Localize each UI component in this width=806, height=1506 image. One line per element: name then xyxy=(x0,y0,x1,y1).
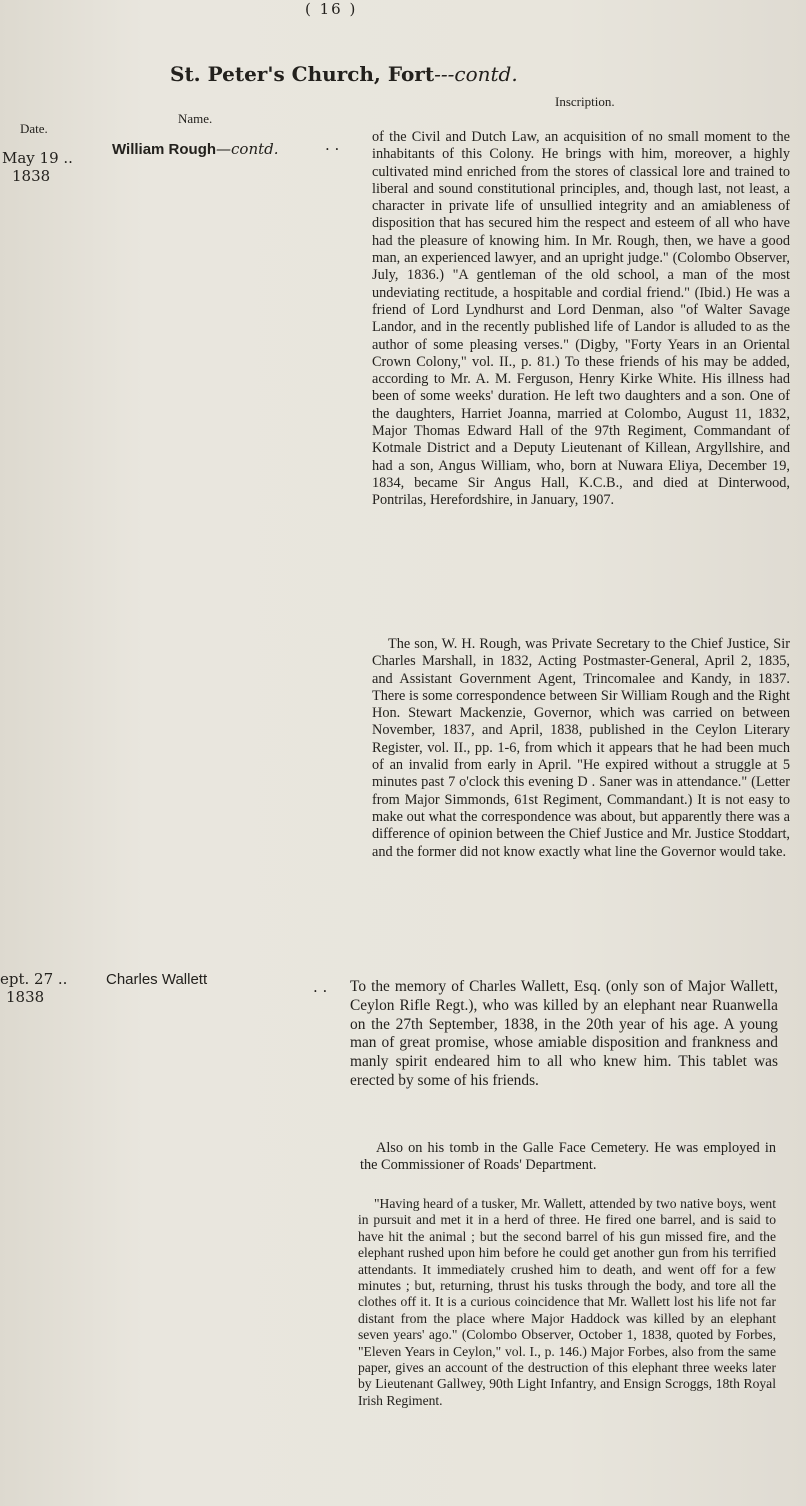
inscription-text: "Having heard of a tusker, Mr. Wallett, attended by two native boys, went in pursuit and met it in a herd of three. He fired one barrel, and is said to have hit the animal ; but the second barrel of his gun missed fire, and the elephant rushed upon him before he could get another gun from his terrified attendants. It immediately crushed him to death, and went off for a few minutes ; but, returning, thrust his tusks through the body, and tore all the clothes off it. It is a curious coincidence that Mr. Wallett lost his life not far distant from the place where Major Haddock was killed by an elephant seven years' ago." (Colombo Observer, October 1, 1838, quoted by Forbes, "Eleven Years in Ceylon," vol. I., p. 146.) Major Forbes, also from the same paper, gives an account of the destruction of this elephant three weeks later by Lieutenant Gallwey, 90th Light Infantry, and Ensign Scroggs, 18th Royal Irish Regiment. xyxy=(358,1196,776,1408)
column-header-name: Name. xyxy=(178,111,213,126)
inscription-paragraph xyxy=(360,1140,776,1174)
inscription-text: Also on his tomb in the Galle Face Cemetery. He was employed in the Commissioner of Roads' Department. xyxy=(360,1140,776,1174)
entry-date-line1: May 19 .. xyxy=(2,149,73,167)
heading-contd: ---contd. xyxy=(434,62,518,86)
entry-name xyxy=(112,140,279,158)
leader-dots: . . xyxy=(313,978,328,996)
page-heading xyxy=(170,62,518,86)
heading-main: St. Peter's Church, Fort xyxy=(170,62,435,86)
inscription-text: To the memory of Charles Wallett, Esq. (only son of Major Wallett, Ceylon Rifle Regt.), who was killed by an elephant near Ruanwella on the 27th September, 1838, in the 20th year of his age. A young man of great promise, whose amiable disposition and frankness and manly spirit endeared him to all who knew him. This tablet was erected by some of his friends. xyxy=(350,978,778,1089)
page-number: ( 16 ) xyxy=(305,0,358,18)
inscription-paragraph xyxy=(372,129,790,510)
inscription-paragraph xyxy=(358,1196,776,1409)
inscription-paragraph xyxy=(372,636,790,861)
column-header-inscription: Inscription. xyxy=(555,94,615,109)
leader-dots: . . xyxy=(325,136,340,154)
entry-date xyxy=(0,970,67,1006)
entry-date-line2: 1838 xyxy=(6,988,45,1006)
column-header-date: Date. xyxy=(20,121,48,136)
entry-name-text: William Rough xyxy=(112,141,217,158)
entry-date-line2: 1838 xyxy=(12,167,51,185)
entry-date xyxy=(2,149,73,185)
entry-name: Charles Wallett xyxy=(106,971,208,988)
inscription-text: of the Civil and Dutch Law, an acquisition of no small moment to the inhabitants of this Colony. He brings with him, moreover, a highly cultivated mind enriched from the stores of classical lore and trained to liberal and sound constitutional principles, and, though last, not least, a character in private life of unsullied integrity and an amiableness of disposition that has secured him the respect and esteem of all who have had the pleasure of knowing him. In Mr. Rough, then, we have a good man, an experienced lawyer, and an upright judge." (Colombo Observer, July, 1836.) "A gentleman of the old school, a man of the most undeviating rectitude, a hospitable and cordial friend." (Ibid.) He was a friend of Lord Lyndhurst and Lord Denman, also "of Walter Savage Landor, and in the recently published life of Landor is alluded to as the author of some pleasing verses." (Digby, "Forty Years in an Oriental Crown Colony," vol. II., p. 81.) To these friends of his may be added, according to Mr. A. M. Ferguson, Henry Kirke White. His illness had been of some weeks' duration. He left two daughters and a son. One of the daughters, Harriet Joanna, married at Colombo, August 11, 1832, Major Thomas Edward Hall of the 97th Regiment, Commandant of Kotmale District and a Deputy Lieutenant of Killean, Argyllshire, and had a son, Angus William, who, born at Nuwara Eliya, December 19, 1834, became Sir Angus Hall, K.C.B., and died at Dinterwood, Pontrilas, Herefordshire, in January, 1907. xyxy=(372,129,790,509)
entry-name-suffix: —contd. xyxy=(216,140,279,158)
entry-date-line1: ept. 27 .. xyxy=(0,970,68,988)
inscription-paragraph xyxy=(350,978,778,1091)
inscription-text: The son, W. H. Rough, was Private Secretary to the Chief Justice, Sir Charles Marshall, in 1832, Acting Postmaster-General, April 2, 1835, and Assistant Government Agent, Trincomalee and Kandy, in 1837. There is some correspondence between Sir William Rough and the Right Hon. Stewart Mackenzie, Governor, which was carried on between November, 1837, and April, 1838, published in the Ceylon Literary Register, vol. II., pp. 1-6, from which it appears that he had been much of an invalid from early in April. "He expired without a struggle at 5 minutes past 7 o'clock this evening D . Saner was in attendance." (Letter from Major Simmonds, 61st Regiment, Commandant.) It is not easy to make out what the correspondence was about, but apparently there was a difference of opinion between the Chief Justice and Mr. Justice Stoddart, and the former did not know exactly what line the Governor would take. xyxy=(372,636,790,860)
